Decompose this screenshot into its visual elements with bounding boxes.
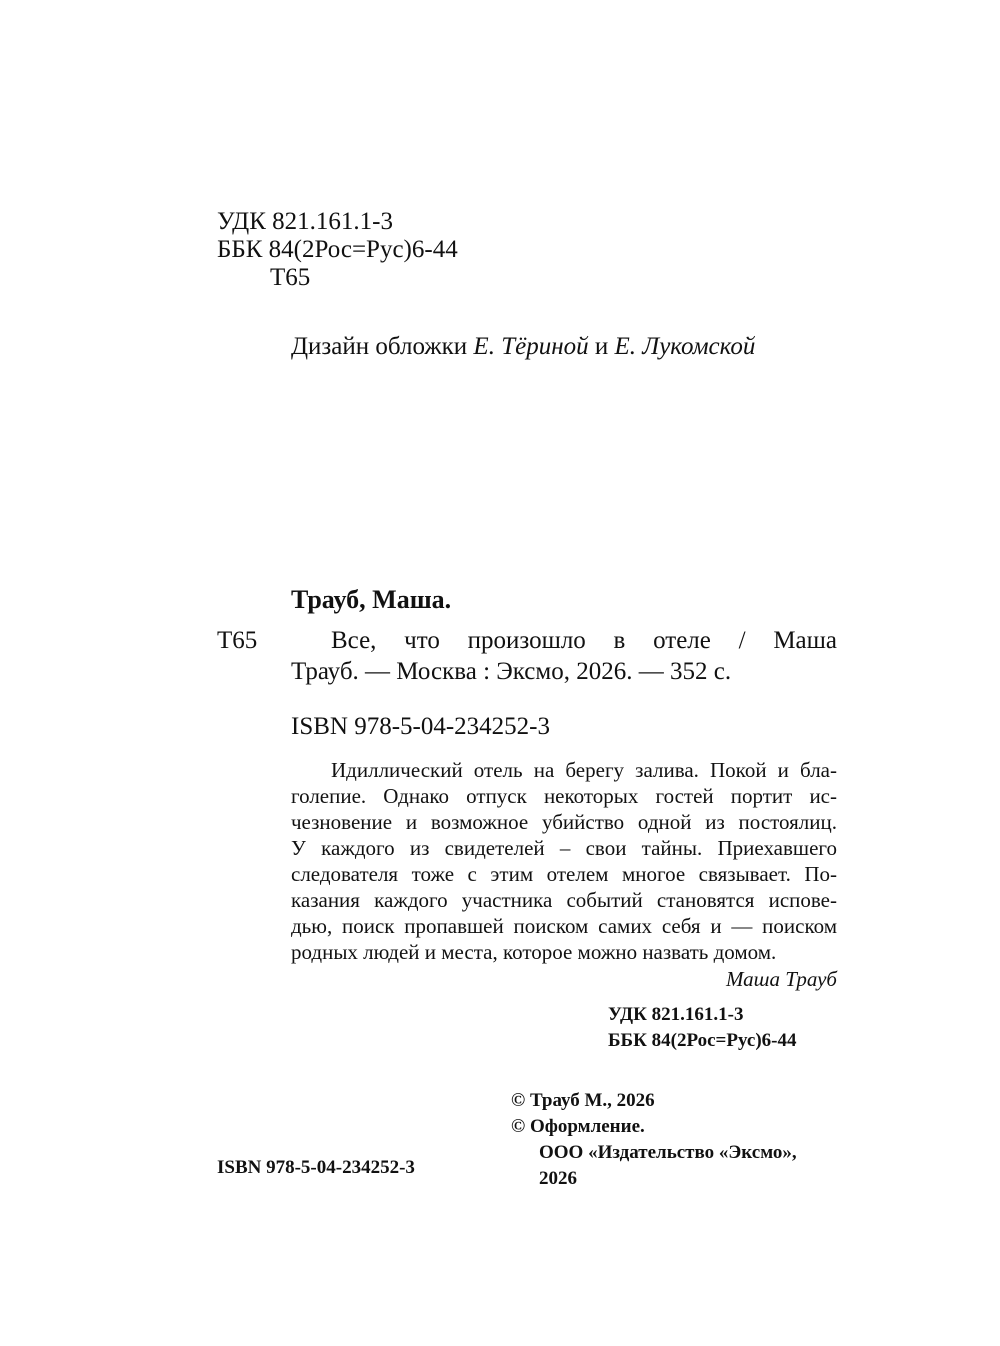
isbn-bottom: ISBN 978-5-04-234252-3 (217, 1157, 415, 1178)
author-sign-code-left: Т65 (217, 627, 258, 654)
cover-designer-1: Е. Тёриной (473, 333, 589, 360)
bibliographic-title-line: Трауб. — Москва : Эксмо, 2026. — 352 с. (291, 658, 732, 685)
cover-designer-2: Е. Лукомской (614, 333, 756, 360)
annotation-line: родных людей и места, которое можно назвать домом. (291, 940, 777, 964)
annotation-line: дью, поиск пропавшей поиском самих себя и — поиском (291, 914, 837, 938)
annotation-line: следователя тоже с этим отелем многое связывает. По- (291, 862, 837, 886)
udk-code-bottom: УДК 821.161.1-3 (608, 1004, 744, 1025)
annotation-line: казания каждого участника событий становятся испове- (291, 888, 837, 912)
annotation-line: голепие. Однако отпуск некоторых гостей портит ис- (291, 784, 837, 808)
udk-code: УДК 821.161.1-3 (217, 208, 393, 235)
bbk-code: ББК 84(2Рос=Рус)6-44 (217, 236, 458, 263)
cover-design-conjunction: и (588, 333, 615, 360)
annotation-signature: Маша Трауб (725, 967, 837, 991)
bbk-code-bottom: ББК 84(2Рос=Рус)6-44 (608, 1030, 797, 1051)
bibliographic-title-line: Все, что произошло в отеле / Маша (331, 627, 837, 654)
copyright-year: 2026 (539, 1168, 577, 1189)
cover-design-credit (291, 333, 755, 361)
copyright-publisher: ООО «Издательство «Эксмо», (539, 1142, 797, 1163)
copyright-author: © Трауб М., 2026 (511, 1090, 655, 1111)
author-heading: Трауб, Маша. (291, 585, 452, 614)
annotation-line: чезновение и возможное убийство одной из постоялиц. (291, 810, 837, 834)
cover-design-prefix: Дизайн обложки (291, 333, 474, 360)
annotation-line: У каждого из свидетелей – свои тайны. Приехавшего (291, 836, 837, 860)
annotation-line: Идиллический отель на берегу залива. Покой и бла- (331, 758, 837, 782)
isbn: ISBN 978-5-04-234252-3 (291, 713, 551, 740)
author-sign-code: Т65 (270, 264, 311, 291)
copyright-design: © Оформление. (511, 1116, 645, 1137)
